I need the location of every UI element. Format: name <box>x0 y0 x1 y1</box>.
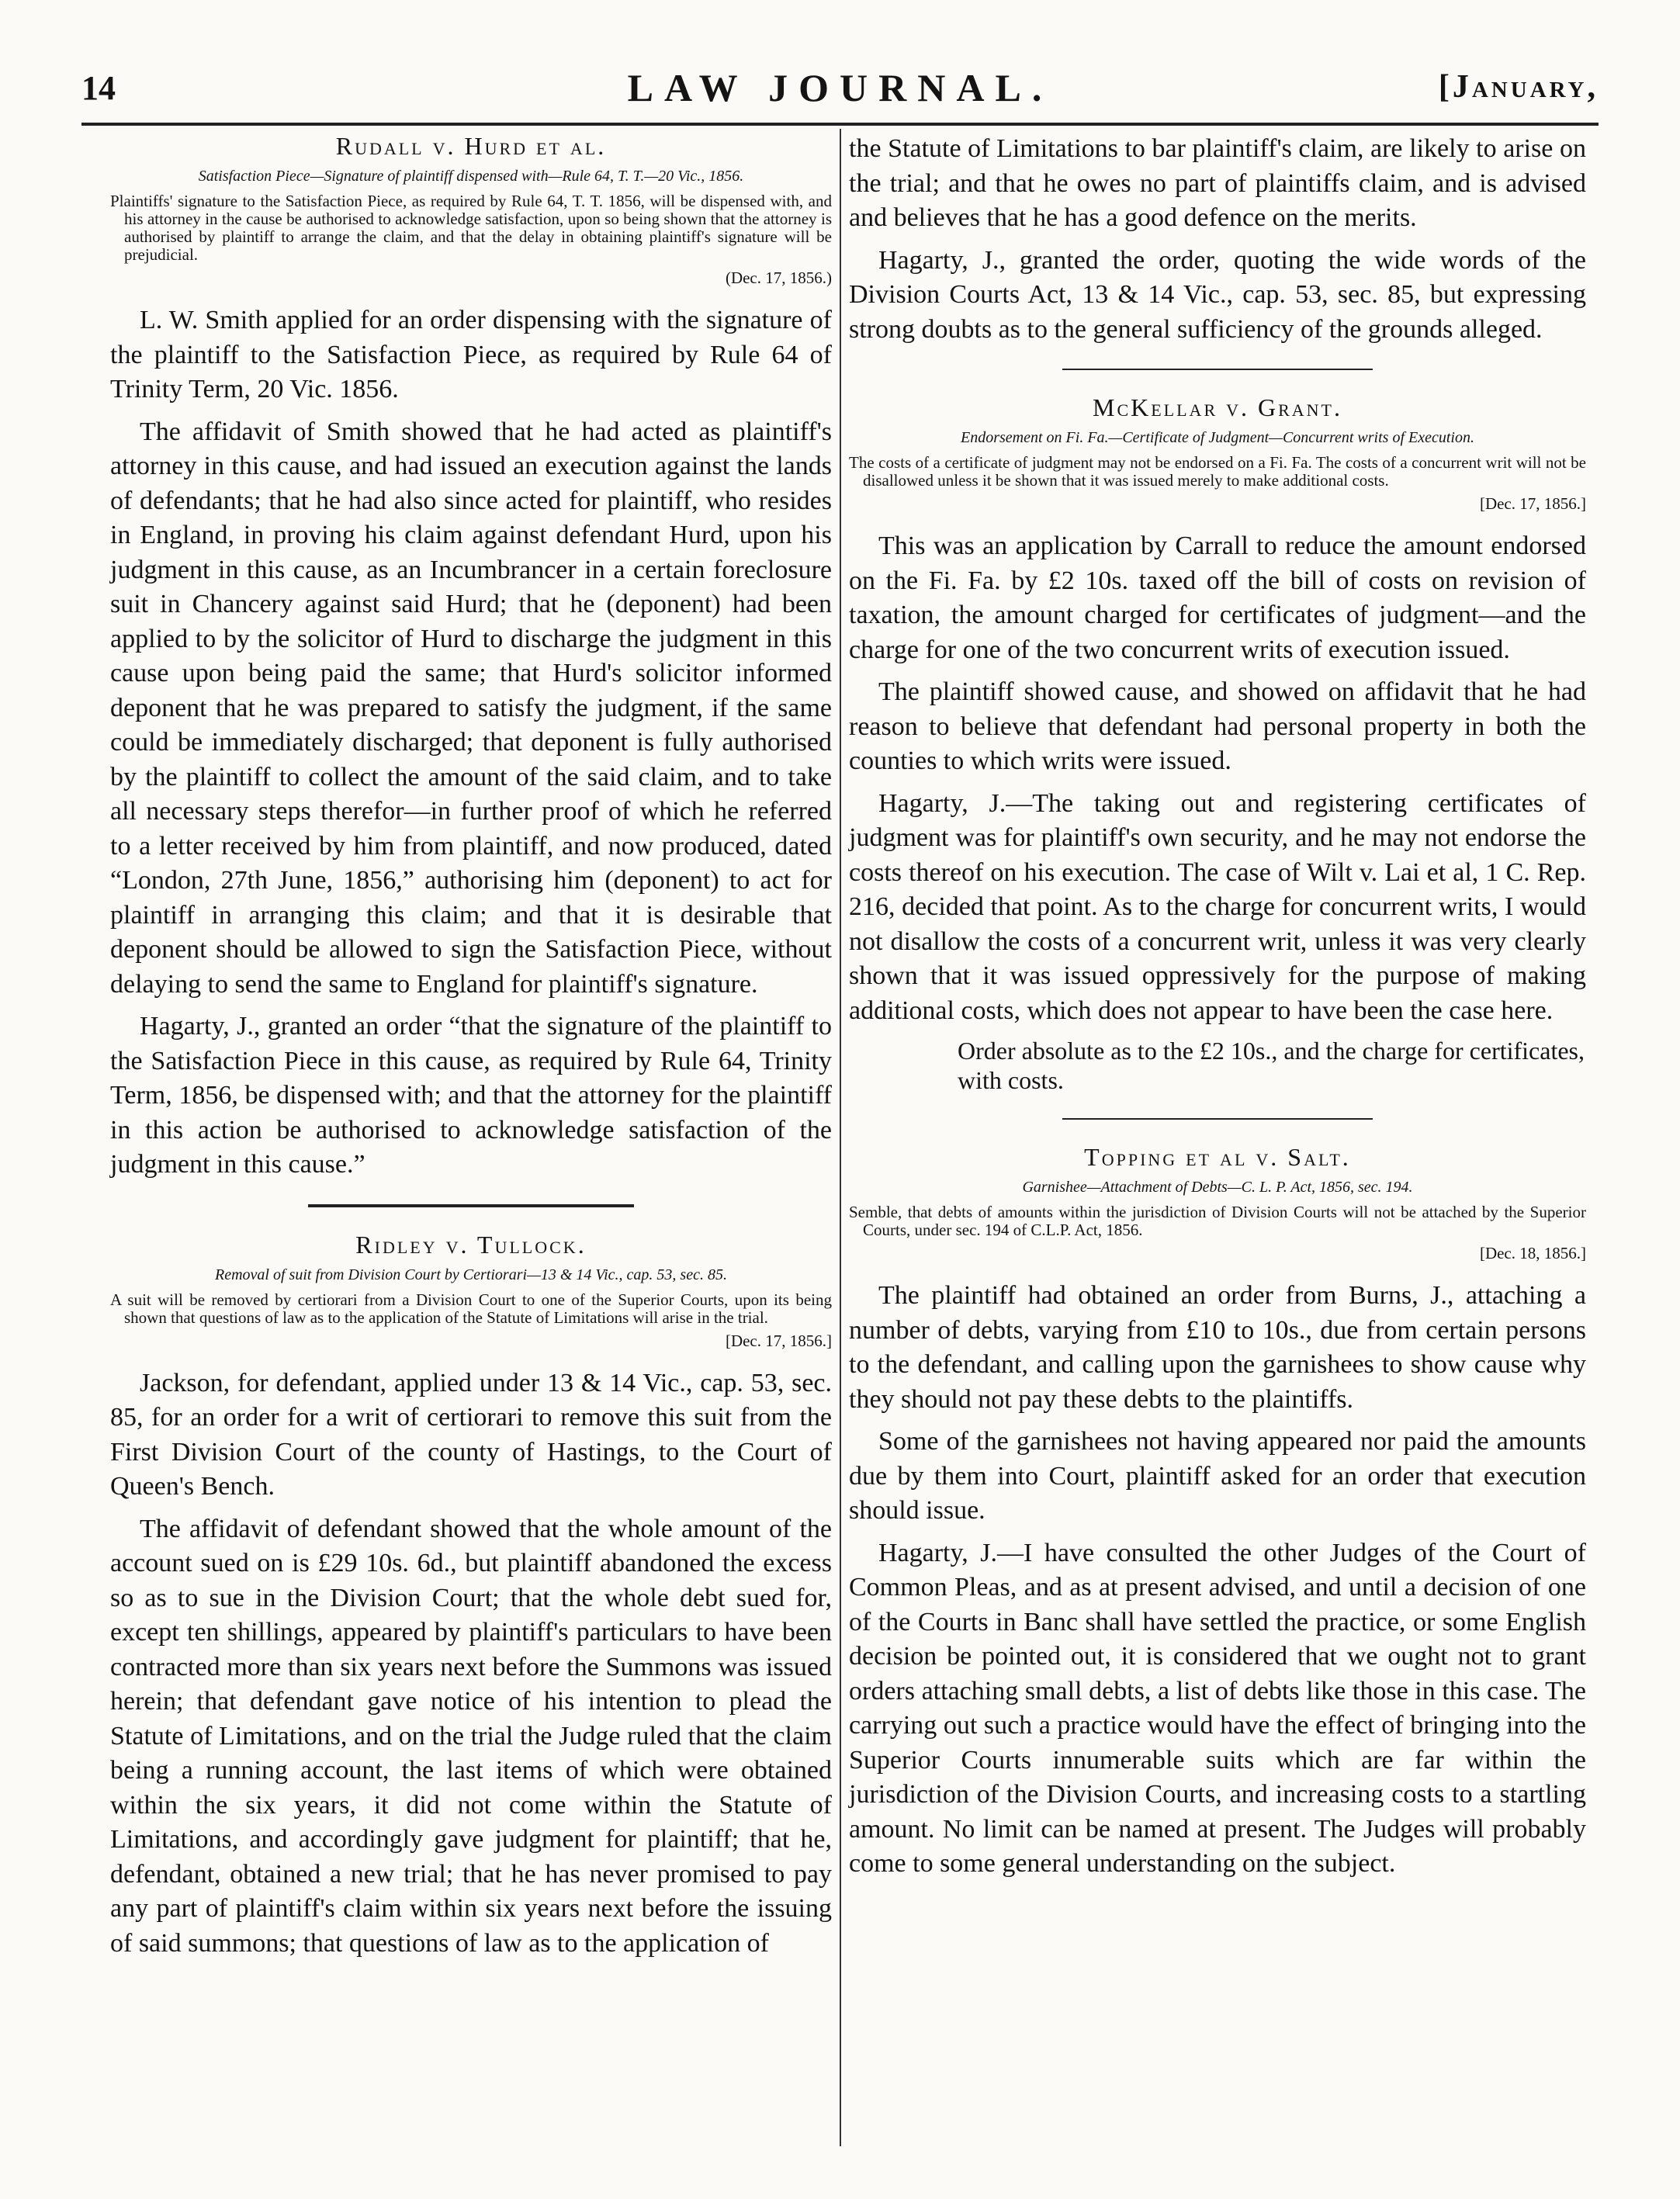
case-headnote: Satisfaction Piece—Signature of plaintiff dispensed with—Rule 64, T. T.—20 Vic., 1856. <box>198 168 744 185</box>
case-paragraph: Some of the garnishees not having appeared nor paid the amounts due by them into Court, plaintiff asked for an order that execution should issue. <box>849 1427 1586 1525</box>
header-rule <box>81 123 1599 126</box>
case-title: McKellar v. Grant. <box>1093 393 1342 421</box>
left-column <box>110 132 832 1969</box>
case-paragraph: The affidavit of Smith showed that he had acted as plaintiff's attorney in this cause, and had issued an execution against the lands of defendants; that he had also since acted for plaintiff, who resides in England, in proving his claim against defendant Hurd, upon his judgment in this cause, as an Incumbrancer in a certain foreclosure suit in Chancery against said Hurd; that he (deponent) had been applied to by the solicitor of Hurd to discharge the judgment in this cause upon being paid the same; that Hurd's solicitor informed deponent that he was prepared to satisfy the judgment, if the same could be immediately discharged; that deponent is fully authorised by the plaintiff to collect the amount of the said claim, and to take all necessary steps therefor—in further proof of which he referred to a letter received by him from plaintiff, and now produced, dated “London, 27th June, 1856,” authorising him (deponent) to act for plaintiff in arranging this claim; and that it is desirable that deponent should be allowed to sign the Satisfaction Piece, without delaying to send the same to England for plaintiff's signature. <box>110 417 832 999</box>
case-paragraph: The affidavit of defendant showed that the whole amount of the account sued on is £29 10s. 6d., but plaintiff abandoned the excess so as to sue in the Division Court; that the whole debt sued for, except ten shillings, appeared by plaintiff's particulars to have been contracted more than six years next before the Summons was issued herein; that defendant gave notice of his intention to plead the Statute of Limitations, and on the trial the Judge ruled that the claim being a running account, the last items of which were obtained within the six years, it did not come within the Statute of Limitations, and accordingly gave judgment for plaintiff; that he, defendant, obtained a new trial; that he has never promised to pay any part of plaintiff's claim within six years next before the issuing of said summons; that questions of law as to the application of <box>110 1514 832 1958</box>
case-separator <box>308 1204 634 1207</box>
case-paragraph: The plaintiff showed cause, and showed on affidavit that he had reason to believe that defendant had personal property in both the counties to which writs were issued. <box>849 677 1586 775</box>
case-headnote: Garnishee—Attachment of Debts—C. L. P. Act, 1856, sec. 194. <box>1022 1179 1413 1196</box>
continued-paragraph: the Statute of Limitations to bar plaintiff's claim, are likely to arise on the trial; and that he owes no part of plaintiffs claim, and is advised and believes that he has a good defence on the merits. <box>849 134 1586 232</box>
case-syllabus: A suit will be removed by certiorari from a Division Court to one of the Superior Courts, upon its being shown that questions of law as to the application of the Statute of Limitations will arise in the trial. <box>110 1290 832 1327</box>
case-headnote: Endorsement on Fi. Fa.—Certificate of Judgment—Concurrent writs of Execution. <box>961 429 1474 446</box>
case-title: Rudall v. Hurd et al. <box>335 132 607 160</box>
case-date: [Dec. 18, 1856.] <box>1479 1244 1586 1262</box>
right-column <box>849 132 1586 1889</box>
case-paragraph: Hagarty, J.—The taking out and registering certificates of judgment was for plaintiff's own security, and he may not endorse the costs thereof on his execution. The case of Wilt v. Lai et al, 1 C. Rep. 216, decided that point. As to the charge for concurrent writs, I would not disallow the costs of a concurrent writ, unless it was very clearly shown that it was issued oppressively for the purpose of making additional costs, which does not appear to have been the case here. <box>849 788 1586 1025</box>
case-mckellar-v-grant <box>849 393 1586 1095</box>
case-topping-v-salt <box>849 1143 1586 1882</box>
case-title: Topping et al v. Salt. <box>1084 1143 1351 1171</box>
case-title: Ridley v. Tullock. <box>355 1230 587 1259</box>
case-ridley-v-tullock <box>110 1231 832 1962</box>
case-syllabus: Semble, that debts of amounts within the jurisdiction of Division Courts will not be attached by the Superior Courts, under sec. 194 of C.L.P. Act, 1856. <box>849 1203 1586 1239</box>
case-paragraph: Hagarty, J., granted the order, quoting the wide words of the Division Courts Act, 13 & 14 Vic., cap. 53, sec. 85, but expressing strong doubts as to the general sufficiency of the grounds alleged. <box>849 245 1586 344</box>
case-paragraph: This was an application by Carrall to reduce the amount endorsed on the Fi. Fa. by £2 10s. taxed off the bill of costs on revision of taxation, the amount charged for certificates of judgment—and the charge for one of the two concurrent writs of execution issued. <box>849 532 1586 664</box>
case-date: [Dec. 17, 1856.] <box>725 1331 832 1350</box>
case-paragraph: L. W. Smith applied for an order dispensing with the signature of the plaintiff to the Satisfaction Piece, as required by Rule 64 of Trinity Term, 20 Vic. 1856. <box>110 306 832 403</box>
case-separator <box>1062 369 1373 370</box>
page-number: 14 <box>81 69 116 107</box>
case-date: [Dec. 17, 1856.] <box>1479 494 1586 513</box>
case-paragraph: The plaintiff had obtained an order from Burns, J., attaching a number of debts, varying from £10 to 10s., due from certain persons to the defendant, and calling upon the garnishees to show cause why they should not pay these debts to the plaintiffs. <box>849 1281 1586 1414</box>
case-paragraph: Jackson, for defendant, applied under 13 & 14 Vic., cap. 53, sec. 85, for an order for a writ of certiorari to remove this suit from the First Division Court of the county of Hastings, to the Court of Queen's Bench. <box>110 1368 832 1501</box>
issue-month: [January, <box>1438 69 1599 105</box>
case-date: (Dec. 17, 1856.) <box>725 268 832 287</box>
case-paragraph: Hagarty, J., granted an order “that the signature of the plaintiff to the Satisfaction Piece in this cause, as required by Rule 64, Trinity Term, 1856, be dispensed with; and that the attorney for the plaintiff in this action be authorised to acknowledge satisfaction of the judgment in this cause.” <box>110 1012 832 1179</box>
page-header <box>81 61 1599 115</box>
column-divider <box>840 129 841 2146</box>
case-headnote: Removal of suit from Division Court by Certiorari—13 & 14 Vic., cap. 53, sec. 85. <box>215 1266 727 1283</box>
case-syllabus: The costs of a certificate of judgment may not be endorsed on a Fi. Fa. The costs of a concurrent writ will not be disallowed unless it be shown that it was issued merely to make additional costs. <box>849 453 1586 490</box>
case-paragraph: Hagarty, J.—I have consulted the other Judges of the Court of Common Pleas, and as at present advised, and until a decision of one of the Courts in Banc shall have settled the practice, or some English decision be pointed out, it is considered that we ought not to grant orders attaching small debts, a list of debts like those in this case. The carrying out such a practice would have the effect of bringing into the Superior Courts innumerable suits which are far within the jurisdiction of the Division Courts, and increasing costs to a startling amount. No limit can be named at present. The Judges will probably come to some general understanding on the subject. <box>849 1538 1586 1878</box>
case-syllabus: Plaintiffs' signature to the Satisfaction Piece, as required by Rule 64, T. T. 1856, will be dispensed with, and his attorney in the cause be authorised to acknowledge satisfaction, upon so being shown that the attorney is authorised by plaintiff to arrange the claim, and that the delay in obtaining plaintiff's signature will be prejudicial. <box>110 192 832 264</box>
case-rudall-v-hurd <box>110 132 832 1183</box>
journal-title: LAW JOURNAL. <box>627 66 1053 109</box>
case-separator <box>1062 1118 1373 1120</box>
case-order: Order absolute as to the £2 10s., and the charge for certificates, with costs. <box>958 1037 1585 1094</box>
